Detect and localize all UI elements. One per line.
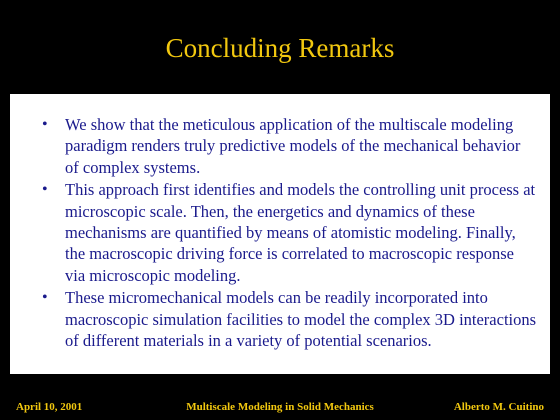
bullet-item-3 (10, 287, 550, 351)
bullet-item-2 (10, 179, 550, 286)
slide-footer (0, 398, 560, 416)
content-box (10, 94, 550, 374)
bullet-text-3: These micromechanical models can be readily incorporated into macroscopic simulation facilities to model the complex 3D interactions of different materials in a variety of potential scenarios. (65, 288, 537, 351)
bullet-text-1: We show that the meticulous application of the multiscale modeling paradigm renders truly predictive models of the mechanical behavior of complex systems. (65, 115, 521, 177)
bullet-item-1 (10, 114, 550, 178)
bullet-list (10, 114, 550, 352)
footer-author: Alberto M. Cuitino (453, 401, 544, 413)
bullet-dot-icon: • (42, 181, 48, 199)
footer-date: April 10, 2001 (16, 401, 83, 413)
bullet-dot-icon: • (42, 289, 48, 307)
bullet-dot-icon: • (42, 116, 48, 133)
bullet-text-2: This approach first identifies and models the controlling unit process at microscopic scale. Then, the energetics and dynamics of these mechanisms are quantified by means of atomistic modeling. Finally, the macroscopic driving force is correlated to macroscopic response via microscopic modeling. (65, 180, 536, 285)
slide-title: Concluding Remarks (165, 33, 395, 63)
footer-course-title: Multiscale Modeling in Solid Mechanics (186, 401, 374, 413)
